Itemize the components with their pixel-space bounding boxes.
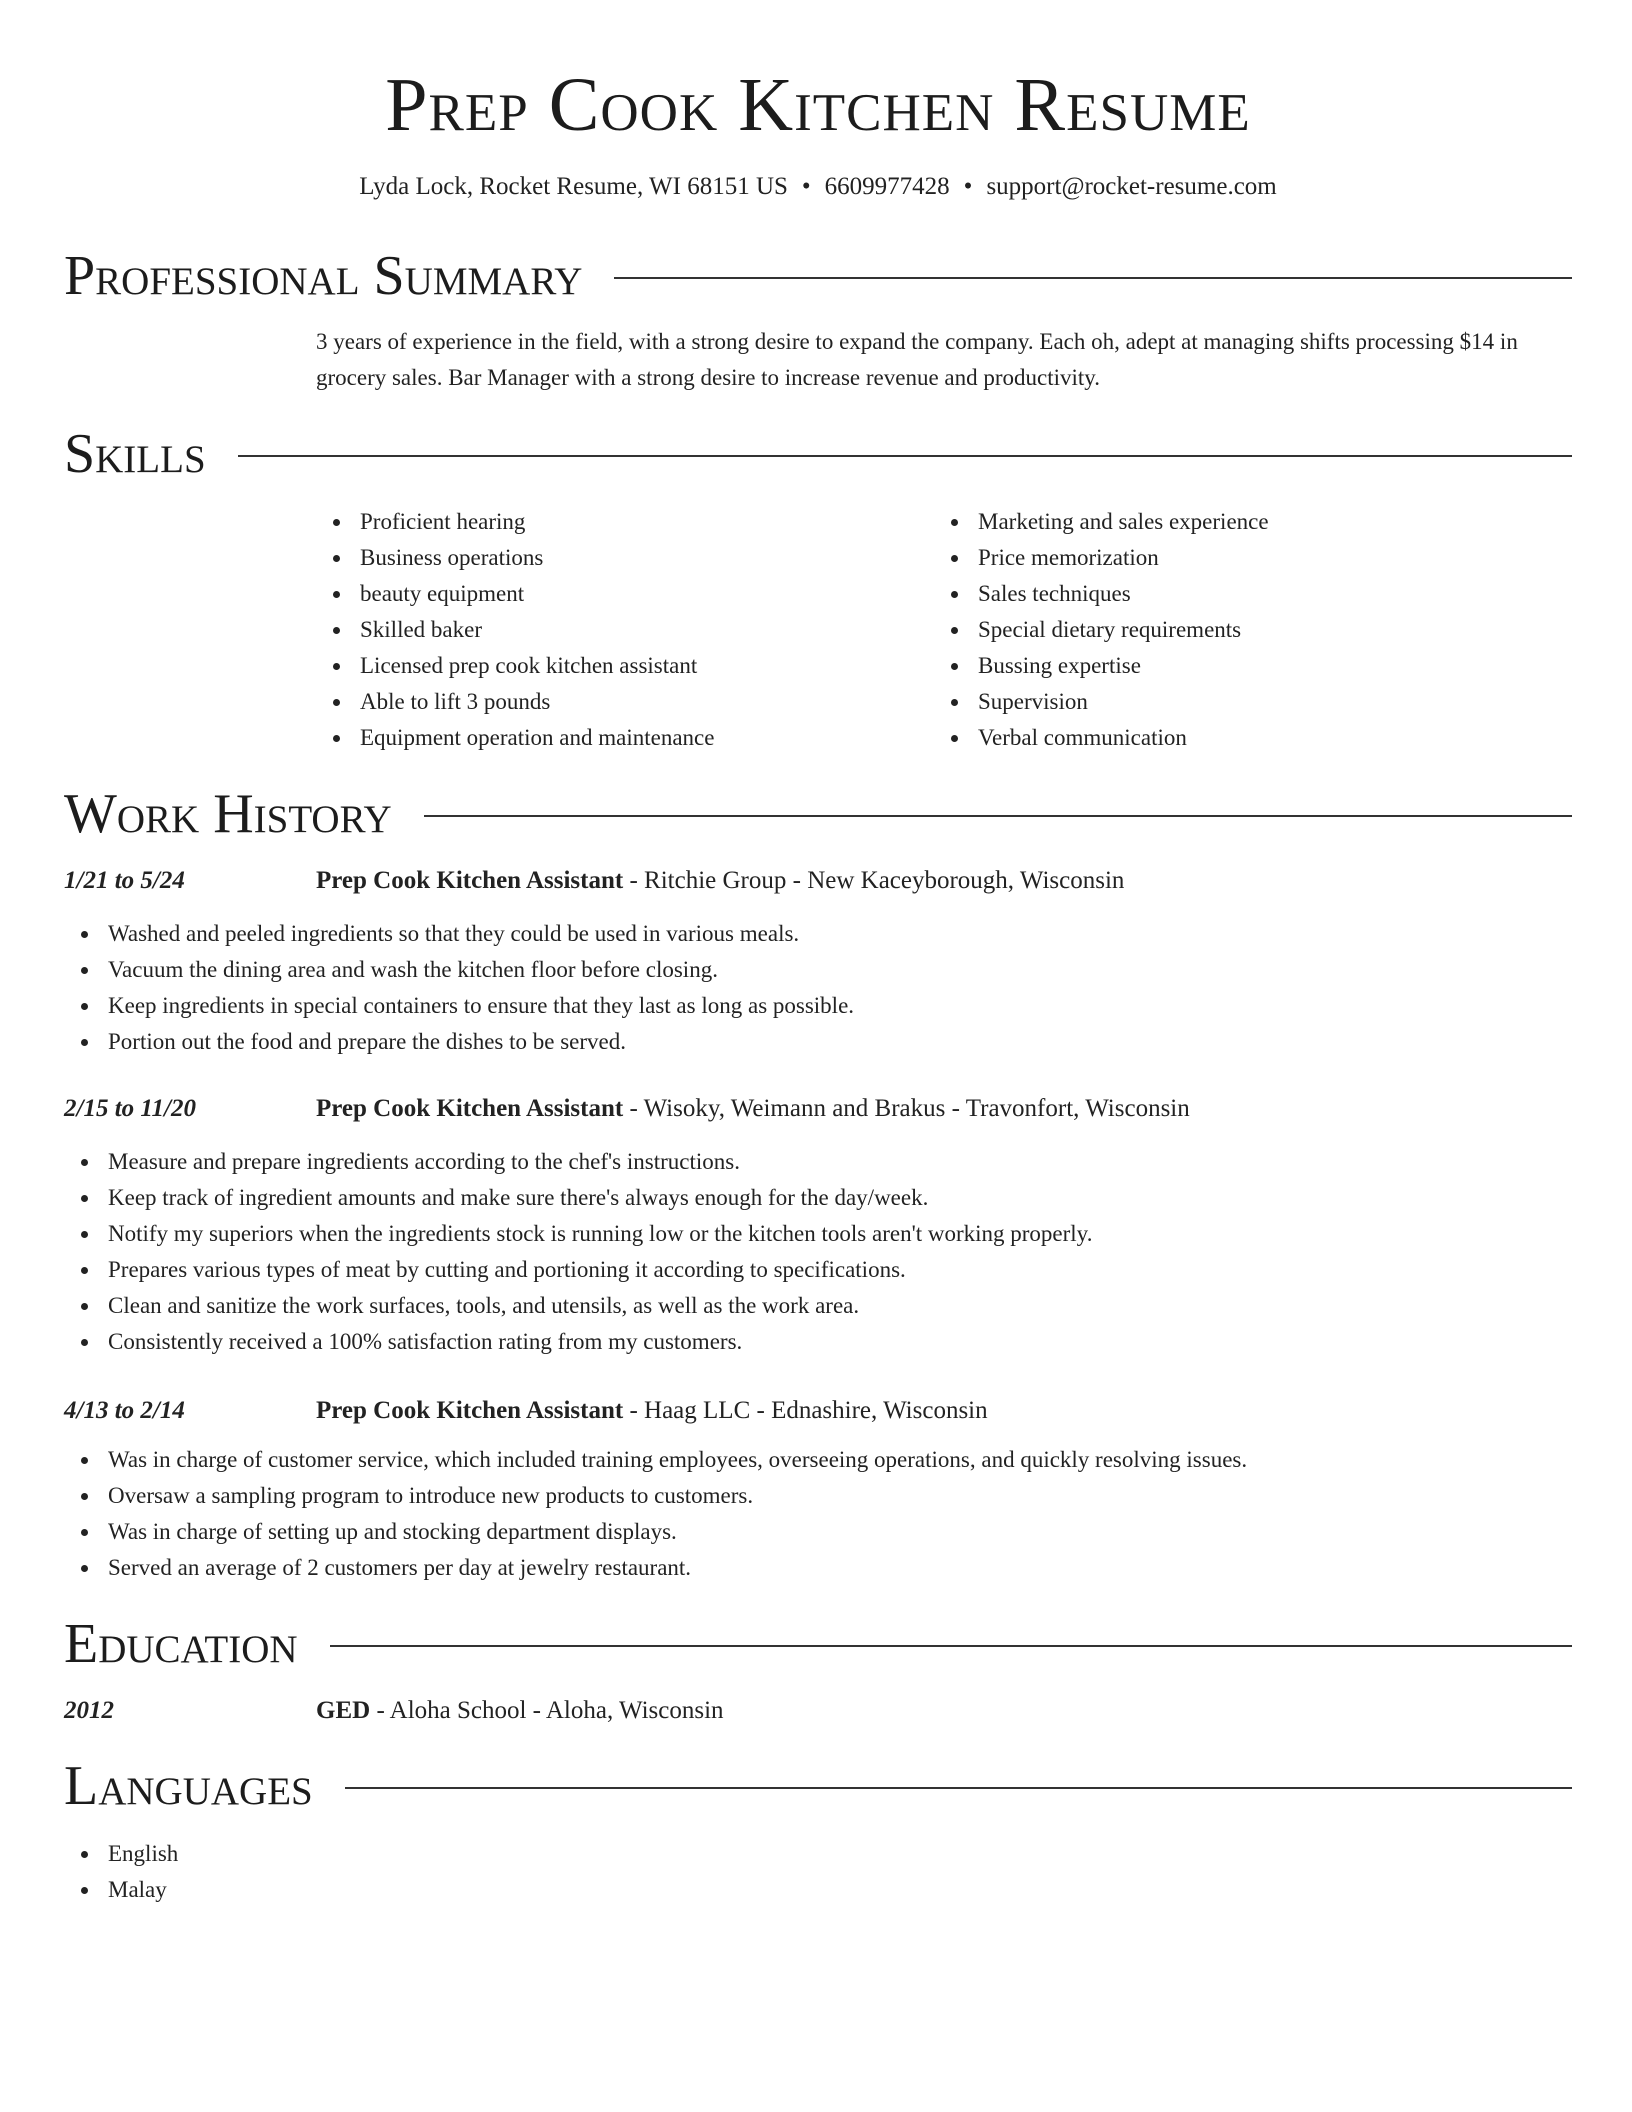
list-item: English bbox=[64, 1836, 1572, 1872]
list-item: Served an average of 2 customers per day at jewelry restaurant. bbox=[64, 1550, 1572, 1586]
work-heading: Work History bbox=[64, 783, 392, 845]
list-item: Consistently received a 100% satisfaction rating from my customers. bbox=[64, 1324, 1572, 1360]
skill-item: Supervision bbox=[934, 684, 1552, 720]
job-title: Prep Cook Kitchen Assistant bbox=[316, 1095, 624, 1122]
work-section bbox=[64, 782, 1572, 1586]
skill-item: Business operations bbox=[316, 540, 934, 576]
skills-section bbox=[64, 422, 1572, 756]
summary-header bbox=[64, 244, 1572, 308]
education-entry bbox=[64, 1694, 1572, 1728]
skills-list-left bbox=[316, 504, 934, 756]
job-entry bbox=[64, 1394, 1572, 1586]
job-header bbox=[64, 1394, 1572, 1428]
skill-item: Price memorization bbox=[934, 540, 1552, 576]
resume-title: Prep Cook Kitchen Resume bbox=[385, 63, 1251, 147]
job-bullets bbox=[64, 1442, 1572, 1586]
skill-item: Bussing expertise bbox=[934, 648, 1552, 684]
skills-heading: Skills bbox=[64, 423, 206, 485]
skill-item: Special dietary requirements bbox=[934, 612, 1552, 648]
list-item: Malay bbox=[64, 1872, 1572, 1908]
languages-heading: Languages bbox=[64, 1755, 313, 1817]
education-section bbox=[64, 1612, 1572, 1728]
list-item: Clean and sanitize the work surfaces, tools, and utensils, as well as the work area. bbox=[64, 1288, 1572, 1324]
skills-column-left bbox=[316, 504, 934, 756]
list-item: Portion out the food and prepare the dishes to be served. bbox=[64, 1024, 1572, 1060]
contact-separator: • bbox=[963, 173, 973, 200]
job-dates: 4/13 to 2/14 bbox=[64, 1397, 185, 1424]
list-item: Keep ingredients in special containers to ensure that they last as long as possible. bbox=[64, 988, 1572, 1024]
job-title-line bbox=[316, 864, 1124, 898]
job-details: - Ritchie Group - New Kaceyborough, Wisconsin bbox=[623, 867, 1125, 894]
section-divider bbox=[424, 815, 1572, 817]
job-header bbox=[64, 864, 1572, 898]
section-divider bbox=[345, 1787, 1572, 1789]
contact-line bbox=[64, 170, 1572, 204]
skill-item: Skilled baker bbox=[316, 612, 934, 648]
education-degree: GED bbox=[316, 1697, 371, 1724]
list-item: Notify my superiors when the ingredients stock is running low or the kitchen tools aren't working properly. bbox=[64, 1216, 1572, 1252]
skill-item: Marketing and sales experience bbox=[934, 504, 1552, 540]
skills-column-right bbox=[934, 504, 1552, 756]
languages-section bbox=[64, 1754, 1572, 1908]
summary-section bbox=[64, 244, 1572, 396]
languages-list bbox=[64, 1836, 1572, 1908]
skill-item: Able to lift 3 pounds bbox=[316, 684, 934, 720]
job-details: - Haag LLC - Ednashire, Wisconsin bbox=[623, 1397, 988, 1424]
skill-item: Licensed prep cook kitchen assistant bbox=[316, 648, 934, 684]
job-dates: 2/15 to 11/20 bbox=[64, 1095, 196, 1122]
list-item: Measure and prepare ingredients according to the chef's instructions. bbox=[64, 1144, 1572, 1180]
contact-address: Lyda Lock, Rocket Resume, WI 68151 US bbox=[359, 173, 788, 200]
skill-item: Sales techniques bbox=[934, 576, 1552, 612]
job-title-line bbox=[316, 1394, 988, 1428]
list-item: Prepares various types of meat by cutting and portioning it according to specifications. bbox=[64, 1252, 1572, 1288]
job-title-line bbox=[316, 1092, 1190, 1126]
education-year: 2012 bbox=[64, 1697, 114, 1724]
job-details: - Wisoky, Weimann and Brakus - Travonfort, Wisconsin bbox=[623, 1095, 1190, 1122]
section-divider bbox=[614, 277, 1572, 279]
contact-separator: • bbox=[801, 173, 811, 200]
section-divider bbox=[330, 1645, 1572, 1647]
skills-header bbox=[64, 422, 1572, 486]
job-entry bbox=[64, 1092, 1572, 1360]
job-header bbox=[64, 1092, 1572, 1126]
list-item: Vacuum the dining area and wash the kitchen floor before closing. bbox=[64, 952, 1572, 988]
skill-item: Verbal communication bbox=[934, 720, 1552, 756]
contact-email[interactable]: support@rocket-resume.com bbox=[986, 173, 1277, 200]
resume-page bbox=[64, 0, 1572, 1908]
education-header bbox=[64, 1612, 1572, 1676]
education-heading: Education bbox=[64, 1613, 298, 1675]
skill-item: beauty equipment bbox=[316, 576, 934, 612]
skill-item: Proficient hearing bbox=[316, 504, 934, 540]
work-header bbox=[64, 782, 1572, 846]
section-divider bbox=[238, 455, 1572, 457]
contact-phone: 6609977428 bbox=[824, 173, 950, 200]
list-item: Oversaw a sampling program to introduce new products to customers. bbox=[64, 1478, 1572, 1514]
job-title: Prep Cook Kitchen Assistant bbox=[316, 1397, 624, 1424]
languages-header bbox=[64, 1754, 1572, 1818]
job-bullets bbox=[64, 1144, 1572, 1360]
job-dates: 1/21 to 5/24 bbox=[64, 867, 185, 894]
list-item: Keep track of ingredient amounts and make sure there's always enough for the day/week. bbox=[64, 1180, 1572, 1216]
skills-list-right bbox=[934, 504, 1552, 756]
summary-heading: Professional Summary bbox=[64, 245, 583, 307]
list-item: Was in charge of setting up and stocking department displays. bbox=[64, 1514, 1572, 1550]
skill-item: Equipment operation and maintenance bbox=[316, 720, 934, 756]
job-entry bbox=[64, 864, 1572, 1060]
job-bullets bbox=[64, 916, 1572, 1060]
skills-columns bbox=[316, 504, 1572, 756]
summary-text: 3 years of experience in the field, with a strong desire to expand the company. Each oh, adept at managing shifts processing $14 in grocery sales. Bar Manager with a strong desire to increase revenue and productivity. bbox=[316, 329, 1518, 390]
job-title: Prep Cook Kitchen Assistant bbox=[316, 867, 624, 894]
list-item: Was in charge of customer service, which included training employees, overseeing operations, and quickly resolving issues. bbox=[64, 1442, 1572, 1478]
education-details: - Aloha School - Aloha, Wisconsin bbox=[370, 1697, 724, 1724]
education-line bbox=[316, 1694, 724, 1728]
list-item: Washed and peeled ingredients so that they could be used in various meals. bbox=[64, 916, 1572, 952]
